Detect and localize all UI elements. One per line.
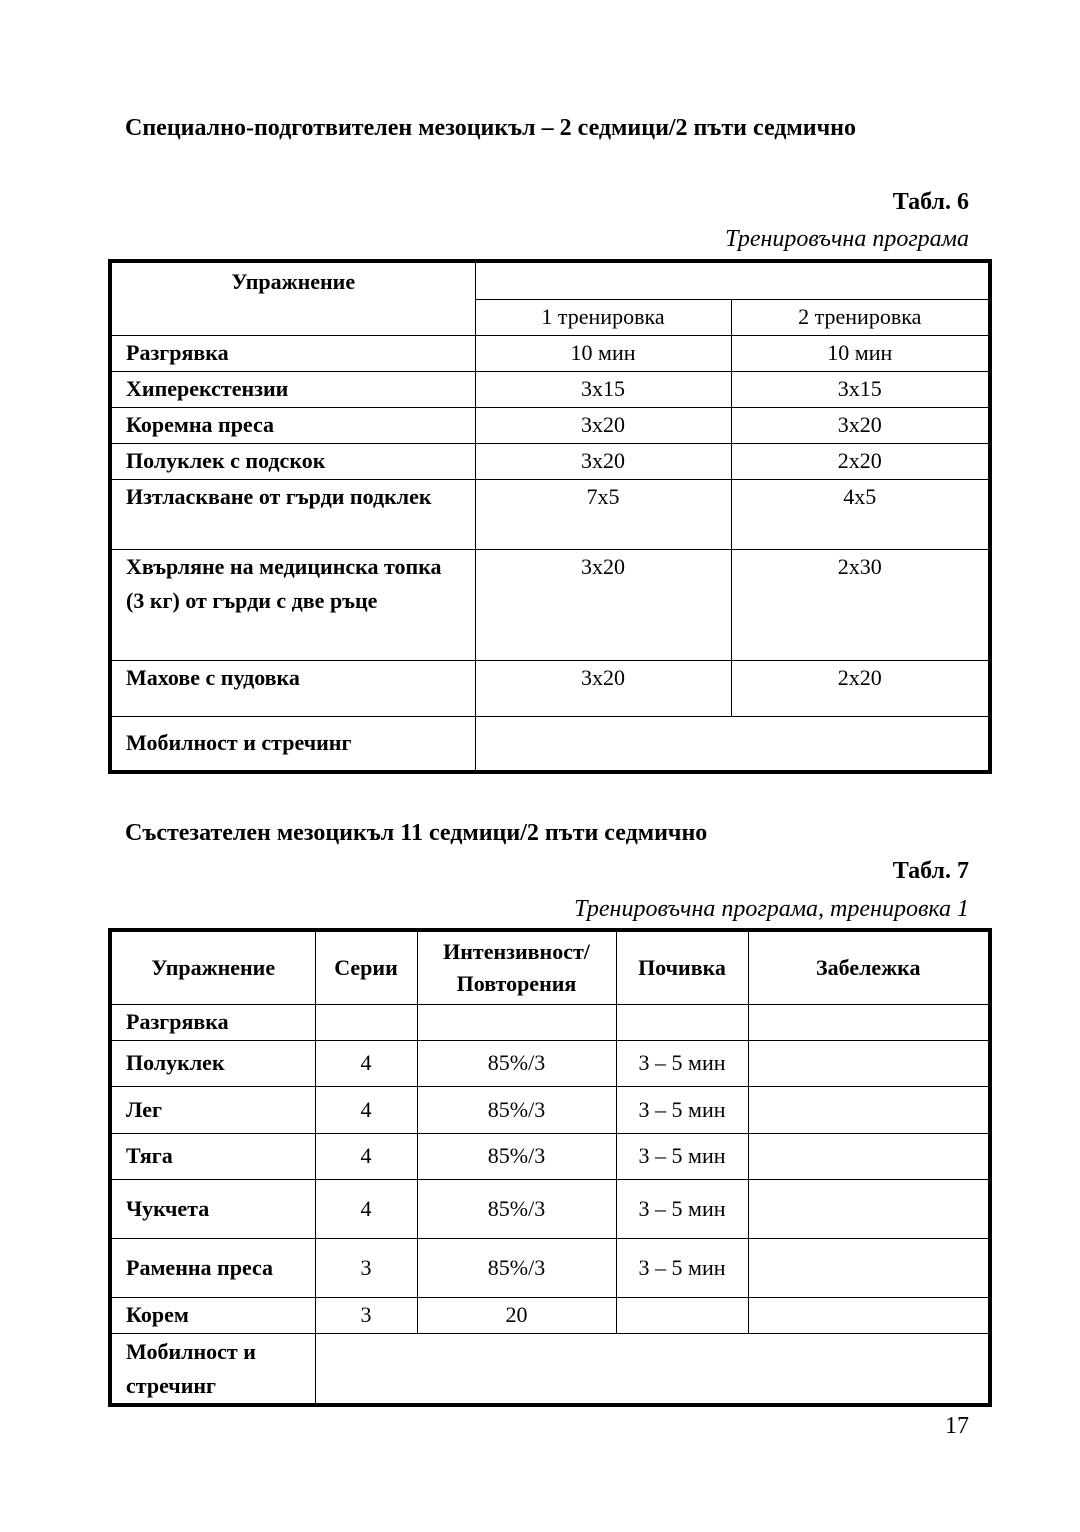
exercise-name: Раменна преса: [110, 1238, 315, 1297]
exercise-name: Изтласкване от гърди подклек: [110, 479, 475, 549]
rest-value: [616, 1297, 748, 1333]
rest-value: 3 – 5 мин: [616, 1133, 748, 1179]
page-number: 17: [945, 1413, 969, 1439]
table-row: [110, 716, 990, 772]
table6-label: Табл. 6: [892, 189, 969, 215]
table-row: [110, 1238, 990, 1297]
note-value: [748, 1133, 990, 1179]
training1-value: 3х20: [475, 443, 731, 479]
table-row: [110, 1333, 990, 1405]
table7-header-intensity-line1: Интензивност/: [443, 938, 590, 964]
table6-caption: Тренировъчна програма: [725, 226, 969, 252]
table-row: [110, 549, 990, 660]
table-row: [110, 371, 990, 407]
training2-value: 2х30: [731, 549, 990, 660]
table6-header-col1: 1 тренировка: [475, 299, 731, 335]
series-value: [315, 1004, 417, 1040]
series-value: 3: [315, 1238, 417, 1297]
series-value: 4: [315, 1086, 417, 1133]
series-value: 3: [315, 1297, 417, 1333]
training1-value: 3х20: [475, 407, 731, 443]
training1-value: 3х20: [475, 660, 731, 716]
table-row: [110, 660, 990, 716]
rest-value: 3 – 5 мин: [616, 1179, 748, 1238]
training2-value: 2х20: [731, 443, 990, 479]
table-row: [110, 407, 990, 443]
exercise-name: Хиперекстензии: [110, 371, 475, 407]
table7-header-series: Серии: [315, 930, 417, 1004]
exercise-name: Разгрявка: [110, 1004, 315, 1040]
table-row: [110, 1179, 990, 1238]
intensity-value: 85%/3: [417, 1040, 616, 1086]
table7-header-intensity: [417, 930, 616, 1004]
table7: [108, 928, 992, 1407]
empty-cell: [315, 1333, 990, 1405]
training2-value: 4х5: [731, 479, 990, 549]
table7-header-intensity-line2: Повторения: [456, 970, 577, 996]
note-value: [748, 1179, 990, 1238]
exercise-name: Чукчета: [110, 1179, 315, 1238]
intensity-value: 85%/3: [417, 1086, 616, 1133]
rest-value: 3 – 5 мин: [616, 1086, 748, 1133]
table-row: [110, 1040, 990, 1086]
exercise-name: Мобилност и стречинг: [110, 716, 475, 772]
table7-header-rest: Почивка: [616, 930, 748, 1004]
exercise-name: Коремна преса: [110, 407, 475, 443]
table7-label: Табл. 7: [892, 858, 969, 884]
exercise-name: Хвърляне на медицинска топка (3 кг) от гърди с две ръце: [110, 549, 475, 660]
exercise-name: Махове с пудовка: [110, 660, 475, 716]
exercise-name: Полуклек: [110, 1040, 315, 1086]
section1-heading: Специално-подготвителен мезоцикъл – 2 седмици/2 пъти седмично: [125, 115, 856, 141]
exercise-name: Мобилност и стречинг: [110, 1333, 315, 1405]
section2-heading: Състезателен мезоцикъл 11 седмици/2 пъти седмично: [125, 820, 708, 846]
intensity-value: 85%/3: [417, 1238, 616, 1297]
note-value: [748, 1297, 990, 1333]
rest-value: [616, 1004, 748, 1040]
table-row: [110, 443, 990, 479]
intensity-value: 85%/3: [417, 1133, 616, 1179]
training1-value: 3х15: [475, 371, 731, 407]
intensity-value: [417, 1004, 616, 1040]
training2-value: 3х20: [731, 407, 990, 443]
exercise-name: Корем: [110, 1297, 315, 1333]
note-value: [748, 1040, 990, 1086]
table7-header-exercise: Упражнение: [110, 930, 315, 1004]
rest-value: 3 – 5 мин: [616, 1040, 748, 1086]
series-value: 4: [315, 1133, 417, 1179]
exercise-name: Тяга: [110, 1133, 315, 1179]
table6-header-exercise: Упражнение: [110, 261, 475, 335]
exercise-name: Лег: [110, 1086, 315, 1133]
training2-value: 10 мин: [731, 335, 990, 371]
note-value: [748, 1238, 990, 1297]
series-value: 4: [315, 1179, 417, 1238]
intensity-value: 20: [417, 1297, 616, 1333]
training2-value: 2х20: [731, 660, 990, 716]
exercise-name: Разгрявка: [110, 335, 475, 371]
table6-header-empty: [475, 261, 990, 299]
table-row: [110, 479, 990, 549]
table7-caption: Тренировъчна програма, тренировка 1: [574, 896, 969, 922]
table6: [108, 259, 992, 774]
table-row: [110, 1004, 990, 1040]
training2-value: 3х15: [731, 371, 990, 407]
table7-header-note: Забележка: [748, 930, 990, 1004]
training1-value: 3х20: [475, 549, 731, 660]
note-value: [748, 1004, 990, 1040]
exercise-name: Полуклек с подскок: [110, 443, 475, 479]
table-row: [110, 1297, 990, 1333]
note-value: [748, 1086, 990, 1133]
table-row: [110, 335, 990, 371]
series-value: 4: [315, 1040, 417, 1086]
rest-value: 3 – 5 мин: [616, 1238, 748, 1297]
intensity-value: 85%/3: [417, 1179, 616, 1238]
table-row: [110, 1086, 990, 1133]
training1-value: 10 мин: [475, 335, 731, 371]
table6-header-col2: 2 тренировка: [731, 299, 990, 335]
empty-cell: [475, 716, 990, 772]
table-row: [110, 1133, 990, 1179]
training1-value: 7х5: [475, 479, 731, 549]
